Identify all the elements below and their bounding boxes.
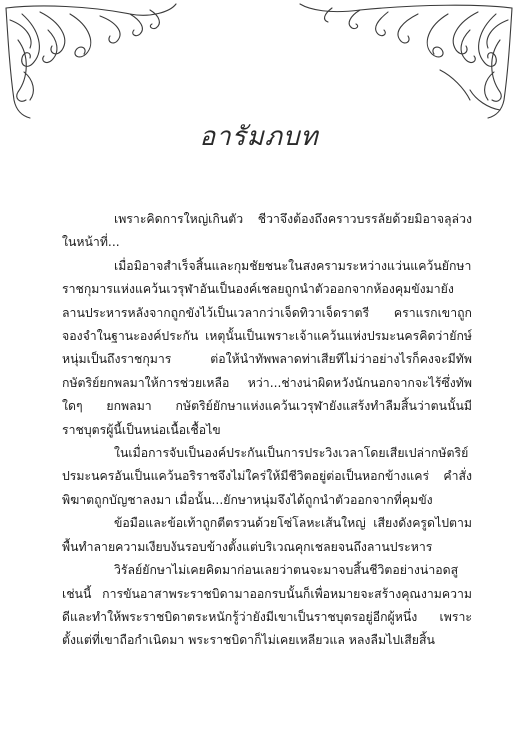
floral-corner-ornament-icon (0, 0, 518, 120)
paragraph: เมื่อมิอาจสำเร็จสิ้นและกุมชัยชนะในสงครามระหว่างแว่นแคว้นยักษาราชกุมารแห่งแคว้นเวรุฬาอันเป็นองค์เชลยถูกนำตัวออกจากห้องคุมขังมายังลานประหารหลังจากถูกขังไว้เป็นเวลากว่าเจ็ดทิวาเจ็ดราตรี คราแรกเขาถูกจองจำในฐานะองค์ประกัน เหตุนั้นเป็นเพราะเจ้าแคว้นแห่งปรมะนครคิดว่ายักษ์หนุ่มเป็นถึงราชกุมาร ต่อให้นำทัพพลาดท่าเสียทีไม่ว่าอย่างไรก็คงจะมีทัพกษัตริย์ยกพลมาให้การช่วยเหลือ หว่า...ช่างน่าผิดหวังนักนอกจากจะไร้ซึ่งทัพใดๆ ยกพลมา กษัตริย์ยักษาแห่งแคว้นเวรุฬายังแสร้งทำลืมสิ้นว่าตนนั้นมีราชบุตรผู้นี้เป็นหน่อเนื้อเชื้อไข (62, 258, 472, 437)
paragraph: เพราะคิดการใหญ่เกินตัว ชีวาจึงต้องถึงคราวบรรลัยด้วยมิอาจลุล่วงในหน้าที่... (62, 212, 472, 250)
page-title: อารัมภบท (199, 122, 319, 152)
paragraph: วิรัลย์ยักษาไม่เคยคิดมาก่อนเลยว่าตนจะมาจบสิ้นชีวิตอย่างน่าอดสูเช่นนี้ การขันอาสาพระราชบิดามาออกรบนั้นก็เพื่อหมายจะสร้างคุณงามความดีและทำให้พระราชบิดาตระหนักรู้ว่ายังมีเขาเป็นราชบุตรอยู่อีกผู้หนึ่ง เพราะตั้งแต่ที่เขาถือกำเนิดมา พระราชบิดาก็ไม่เคยเหลียวแล หลงลืมไปเสียสิ้น (62, 563, 472, 648)
paragraph: ข้อมือและข้อเท้าถูกตีตรวนด้วยโซ่โลหะเส้นใหญ่ เสียงดังครูดไปตามพื้นทำลายความเงียบงันรอบข้างตั้งแต่บริเวณคุกเชลยจนถึงลานประหาร (62, 516, 472, 554)
paragraph: ในเมื่อการจับเป็นองค์ประกันเป็นการประวิงเวลาโดยเสียเปล่ากษัตริย์ปรมะนครอันเป็นแคว้นอริราชจึงไม่ใคร่ให้มีชีวิตอยู่ต่อเป็นหอกข้างแคร่ คำสั่งพิฆาตถูกบัญชาลงมา เมื่อนั้น...ยักษาหนุ่มจึงได้ถูกนำตัวออกจากที่คุมขัง (62, 446, 472, 507)
body-text (62, 208, 472, 653)
